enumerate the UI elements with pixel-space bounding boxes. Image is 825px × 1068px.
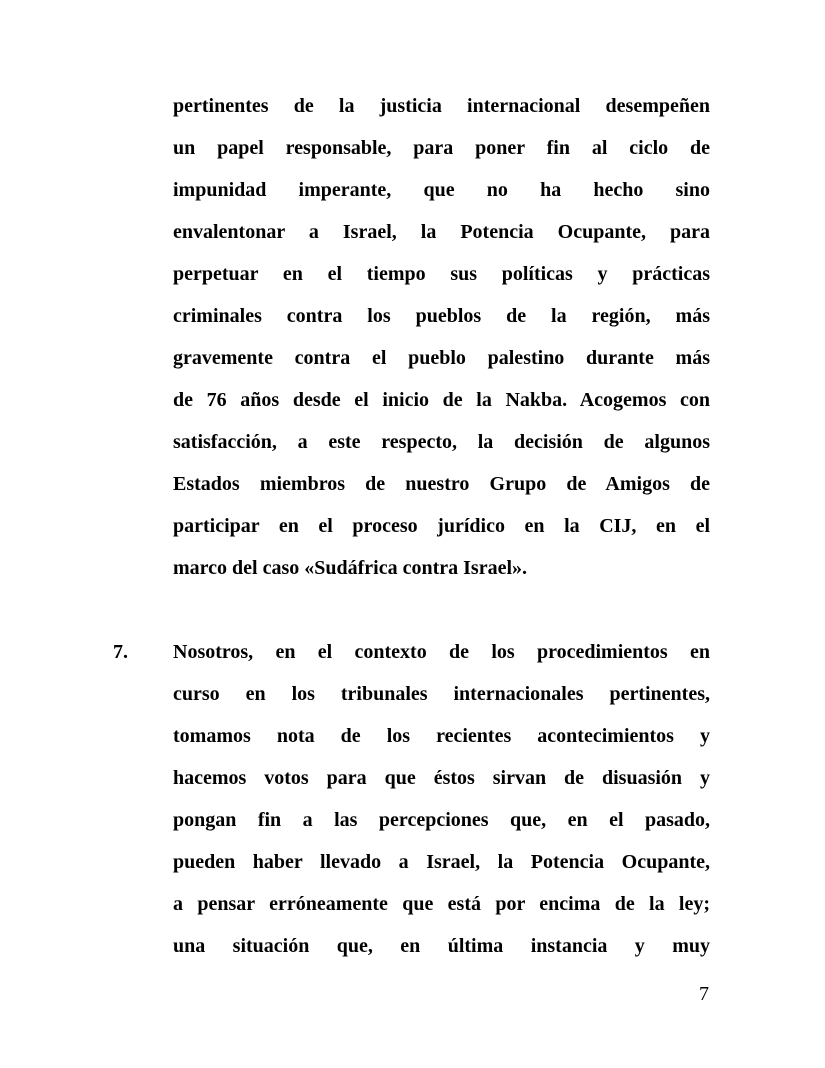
text-line: pueden haber llevado a Israel, la Potencia Ocupante, [173, 851, 710, 873]
text-line: impunidad imperante, que no ha hecho sino [173, 179, 710, 201]
text-line: satisfacción, a este respecto, la decisión de algunos [173, 431, 710, 453]
text-line: criminales contra los pueblos de la región, más [173, 305, 710, 327]
text-line: Estados miembros de nuestro Grupo de Amigos de [173, 473, 710, 495]
paragraph [113, 631, 710, 967]
text-line: perpetuar en el tiempo sus políticas y prácticas [173, 263, 710, 285]
text-line: marco del caso «Sudáfrica contra Israel». [173, 557, 528, 579]
text-line: envalentonar a Israel, la Potencia Ocupante, para [173, 221, 710, 243]
text-line: de 76 años desde el inicio de la Nakba. Acogemos con [173, 389, 710, 411]
text-line: pertinentes de la justicia internacional desempeñen [173, 95, 710, 117]
text-line: curso en los tribunales internacionales pertinentes, [173, 683, 710, 705]
document-body [113, 85, 710, 967]
text-line: un papel responsable, para poner fin al ciclo de [173, 137, 710, 159]
text-line: participar en el proceso jurídico en la CIJ, en el [173, 515, 710, 537]
text-line: una situación que, en última instancia y muy [173, 935, 710, 957]
text-line: pongan fin a las percepciones que, en el pasado, [173, 809, 710, 831]
paragraph-number: 7. [113, 641, 128, 663]
text-line: gravemente contra el pueblo palestino durante más [173, 347, 710, 369]
text-line: hacemos votos para que éstos sirvan de disuasión y [173, 767, 710, 789]
paragraph [173, 85, 710, 589]
text-line: Nosotros, en el contexto de los procedimientos en [173, 641, 710, 663]
text-line: tomamos nota de los recientes acontecimientos y [173, 725, 710, 747]
text-line: a pensar erróneamente que está por encima de la ley; [173, 893, 710, 915]
page-number: 7 [699, 983, 709, 1005]
